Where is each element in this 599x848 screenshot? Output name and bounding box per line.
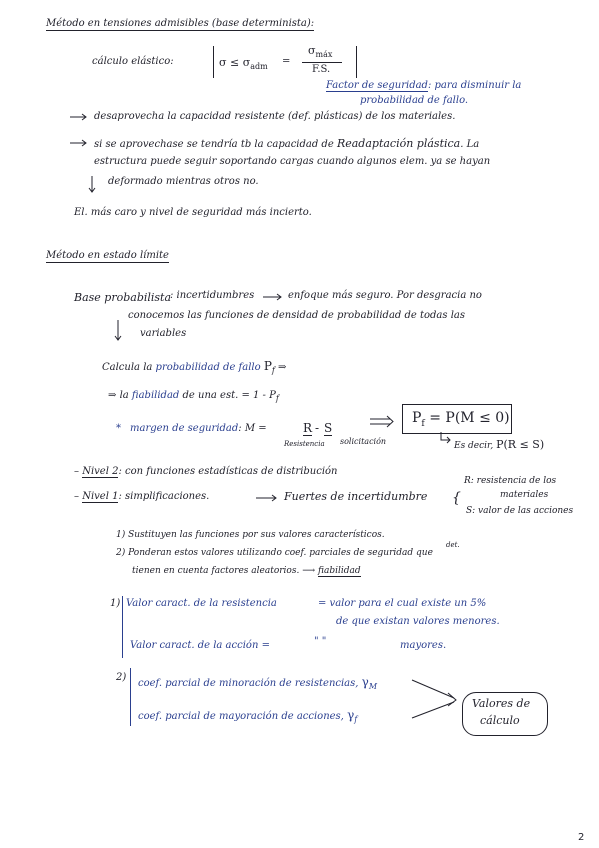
formula-sigma: $\sigma \le \sigma_{adm}$ (219, 56, 268, 72)
point-1-num: 1) (110, 598, 121, 609)
r-definition: R: resistencia de los (464, 476, 557, 486)
base-text-b: enfoque más seguro. Por desgracia no (288, 290, 482, 301)
calc-prob-label: Calcula la probabilidad de fallo $P_f$ ⇒ (102, 359, 287, 375)
base-text-a: : incertidumbres (170, 290, 255, 301)
point-1-a: Valor caract. de la resistencia (126, 598, 277, 609)
base-text-d: variables (140, 328, 187, 339)
margen-star: * (116, 423, 121, 434)
merge-arrows-icon (412, 676, 462, 724)
point-1-b: = valor para el cual existe un 5% (318, 598, 487, 609)
formula-right-bracket (356, 46, 357, 78)
fuertes-incertidumbre: Fuertes de incertidumbre (284, 490, 428, 503)
r-definition-cont: materiales (500, 490, 549, 500)
implies-arrow-icon (370, 416, 396, 428)
formula-numerator: $\sigma_{máx}$ (308, 44, 333, 60)
base-text-c: conocemos las funciones de densidad de probabilidad de todas las (128, 310, 465, 321)
section-title-estado-limite: Método en estado límite (46, 250, 169, 261)
line-elastico: El. más caro y nivel de seguridad más incierto. (74, 207, 312, 218)
item-2-det: det. (446, 541, 460, 549)
formula-equals: = (282, 56, 291, 67)
down-arrow-icon (114, 320, 122, 344)
brace-open: { (452, 490, 461, 506)
arrow-icon (256, 494, 280, 502)
formula-left-bracket (213, 46, 214, 78)
calc-elastico-label: cálculo elástico: (92, 56, 174, 67)
valores-calculo-b: cálculo (480, 714, 520, 727)
item-2: 2) Ponderan estos valores utilizando coef. parciales de seguridad que (116, 548, 433, 558)
es-decir: Es decir, P(R ≤ S) (454, 438, 545, 451)
valores-calculo-a: Valores de (472, 697, 531, 710)
line-si-se: si se aprovechase se tendría tb la capacidad de Readaptación plástica. La (94, 137, 480, 150)
margen-solicitacion: solicitación (340, 437, 387, 446)
margen-s: S (324, 421, 333, 435)
bent-arrow-icon (440, 432, 452, 444)
fs-note: Factor de seguridad: para disminuir la (326, 80, 522, 91)
line-deformado: deformado mientras otros no. (108, 176, 259, 187)
fiabilidad-line: ⇒ la fiabilidad de una est. = $1 - P_f$ (108, 390, 279, 403)
margen-resistencia: Resistencia (284, 440, 325, 448)
line-desaprovecha: desaprovecha la capacidad resistente (def. plásticas) de los materiales. (94, 111, 456, 122)
base-probabilista-label: Base probabilista (74, 291, 172, 304)
margen-label: margen de seguridad: M = (130, 423, 267, 434)
arrow-icon (263, 293, 285, 301)
page-number: 2 (578, 832, 585, 843)
point-2-b: coef. parcial de mayoración de acciones, $\gamma_f$ (138, 708, 358, 724)
fraction-bar (302, 62, 342, 63)
fs-note-cont: probabilidad de fallo. (360, 95, 469, 106)
item-2-cont: tienen en cuenta factores aleatorios. ⟶ fiabilidad (132, 566, 361, 576)
s-definition: S: valor de las acciones (466, 506, 574, 516)
arrow-icon (70, 139, 90, 147)
item-1: 1) Sustituyen las funciones por sus valores característicos. (116, 530, 385, 540)
point-2-num: 2) (116, 672, 127, 683)
margen-minus: - (315, 421, 320, 435)
point-1-quotes: " " (314, 636, 327, 647)
point-1-e: mayores. (400, 640, 447, 651)
nivel1-line: – Nivel 1: simplificaciones. (74, 491, 210, 502)
margen-r: R (303, 421, 313, 435)
arrow-icon (70, 113, 90, 121)
point-1-c: de que existan valores menores. (336, 616, 500, 627)
point-1-d: Valor caract. de la acción = (130, 640, 270, 651)
nivel2-line: – Nivel 2: con funciones estadísticas de distribución (74, 466, 338, 477)
section-title-tensiones: Método en tensiones admisibles (base determinista): (46, 18, 315, 29)
point-2-bracket (130, 668, 131, 726)
down-arrow-icon (88, 176, 96, 196)
point-2-a: coef. parcial de minoración de resistencias, $\gamma_M$ (138, 675, 378, 691)
line-estructura: estructura puede seguir soportando cargas cuando algunos elem. ya se hayan (94, 156, 491, 167)
formula-denominator: F.S. (312, 64, 331, 75)
pf-box-formula: $P_f = P(M \le 0)$ (412, 410, 510, 429)
point-1-bracket (122, 596, 123, 658)
